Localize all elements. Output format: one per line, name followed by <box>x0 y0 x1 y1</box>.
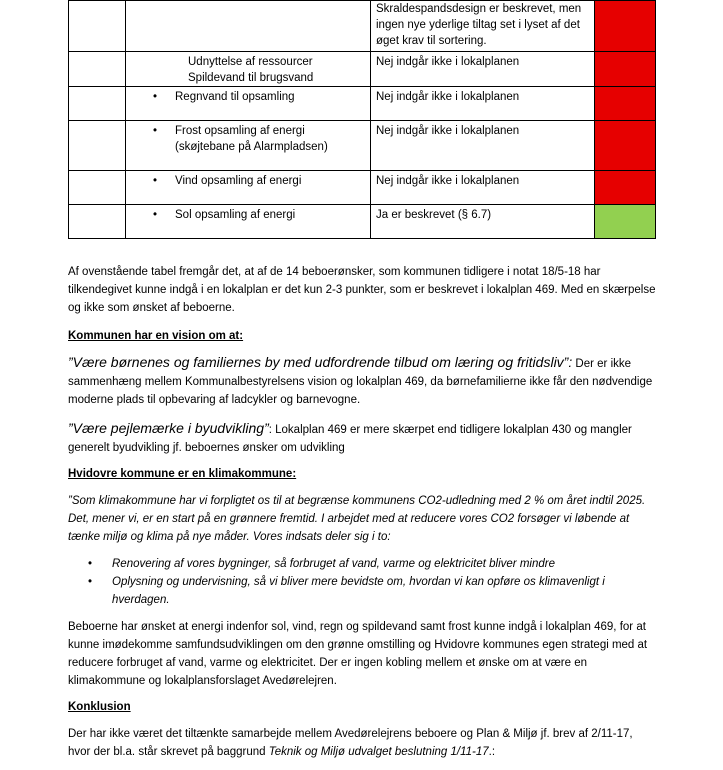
table-cell: • Frost opsamling af energi (skøjtebane på Alarmpladsen) <box>126 121 371 171</box>
table-cell <box>69 87 126 121</box>
status-cell-red <box>595 52 656 87</box>
status-cell-red <box>595 1 656 52</box>
table-cell <box>126 52 371 87</box>
paragraph-vision-1 <box>68 353 658 409</box>
table-cell: Nej indgår ikke i lokalplanen <box>371 87 595 121</box>
vision-1-text: Der er ikke sammenhæng mellem Kommunalbestyrelsens vision og lokalplan 469, da børnefamilierne ikke får den nødvendige moderne plads til opbevaring af ladcykler og barnevogne. <box>68 358 653 406</box>
paragraph-vision-2 <box>68 419 658 457</box>
list-item: • Renovering af vores bygninger, så forbruget af vand, varme og elektricitet bliver mindre <box>68 555 648 573</box>
table-cell <box>69 205 126 239</box>
table-cell <box>69 52 126 87</box>
table-row <box>69 171 656 205</box>
table-cell: • Sol opsamling af energi <box>126 205 371 239</box>
paragraph-summary: Af ovenstående tabel fremgår det, at af de 14 beboerønsker, som kommunen tidligere i notat 18/5-18 har tilkendegivet kunne indgå i en lokalplan er det kun 2-3 punkter, som er beskrevet i lokalplan 469. Med en skærpelse og ikke som ønsket af beboerne. <box>68 266 656 314</box>
heading-climate: Hvidovre kommune er en klimakommune: <box>68 468 297 480</box>
table-row <box>69 121 656 171</box>
bullet-icon: • <box>153 175 158 187</box>
table-cell: • Vind opsamling af energi <box>126 171 371 205</box>
paragraph-climate-quote: ”Som klimakommune har vi forpligtet os til at begrænse kommunens CO2-udledning med 2 % om året indtil 2025. Det, mener vi, er en start på en grønnere fremtid. I arbejdet med at reducere vores CO2 forsøger vi løbende at tænke miljø og klima på nye måder. Vores indsats deler sig i to: <box>68 495 646 543</box>
bullet-icon: • <box>88 558 93 570</box>
row-subtitle: Spildevand til brugsvand <box>188 72 314 84</box>
requirements-table <box>68 0 656 239</box>
heading-conclusion: Konklusion <box>68 701 131 713</box>
table-cell <box>69 171 126 205</box>
table-cell: Nej indgår ikke i lokalplanen <box>371 52 595 87</box>
table-cell: Ja er beskrevet (§ 6.7) <box>371 205 595 239</box>
list-item: • Oplysning og undervisning, så vi bliver mere bevidste om, hvordan vi kan opføre os klimavenligt i hverdagen. <box>68 573 648 609</box>
bullet-icon: • <box>153 209 158 221</box>
bullet-icon: • <box>153 125 158 137</box>
table-cell: Nej indgår ikke i lokalplanen <box>371 121 595 171</box>
climate-list <box>68 555 648 609</box>
table-cell <box>69 1 126 52</box>
row-title: Udnyttelse af ressourcer <box>188 56 313 68</box>
vision-2-quote: ”Være pejlemærke i byudvikling” <box>68 420 269 436</box>
status-cell-red <box>595 171 656 205</box>
table-row <box>69 87 656 121</box>
paragraph-energy: Beboerne har ønsket at energi indenfor sol, vind, regn og spildevand samt frost kunne indgå i lokalplan 469, for at kunne imødekomme samfundsudviklingen om den grønne omstilling og Hvidovre kommunes egen strategi med at reducere forbruget af vand, varme og elektricitet. Der er ingen kobling mellem et ønske om at være en klimakommune og lokalplansforslaget Avedørelejren. <box>68 621 648 687</box>
table-row <box>69 52 656 87</box>
vision-2-text: : Lokalplan 469 er mere skærpet end tidligere lokalplan 430 og mangler generelt byudvikling jf. beboernes ønsker om udvikling <box>68 424 632 454</box>
status-cell-red <box>595 121 656 171</box>
table-row <box>69 1 656 52</box>
bullet-icon: • <box>153 91 158 103</box>
table-cell: • Regnvand til opsamling <box>126 87 371 121</box>
table-row <box>69 205 656 239</box>
status-cell-green <box>595 205 656 239</box>
table-cell: Nej indgår ikke i lokalplanen <box>371 171 595 205</box>
table-cell <box>69 121 126 171</box>
status-cell-red <box>595 87 656 121</box>
vision-1-quote: ”Være børnenes og familiernes by med udfordrende tilbud om læring og fritidsliv”: <box>68 354 573 370</box>
table-cell <box>126 1 371 52</box>
heading-vision: Kommunen har en vision om at: <box>68 330 244 342</box>
table-cell: Skraldespandsdesign er beskrevet, men ingen nye yderlige tiltag set i lyset af det øget krav til sortering. <box>371 1 595 52</box>
paragraph-conclusion: Der har ikke været det tiltænkte samarbejde mellem Avedørelejrens beboere og Plan & Miljø jf. brev af 2/11-17, hvor der bl.a. står skrevet på baggrund Teknik og Miljø udvalget beslutning 1/11-17.: <box>68 728 633 758</box>
bullet-icon: • <box>88 576 93 588</box>
